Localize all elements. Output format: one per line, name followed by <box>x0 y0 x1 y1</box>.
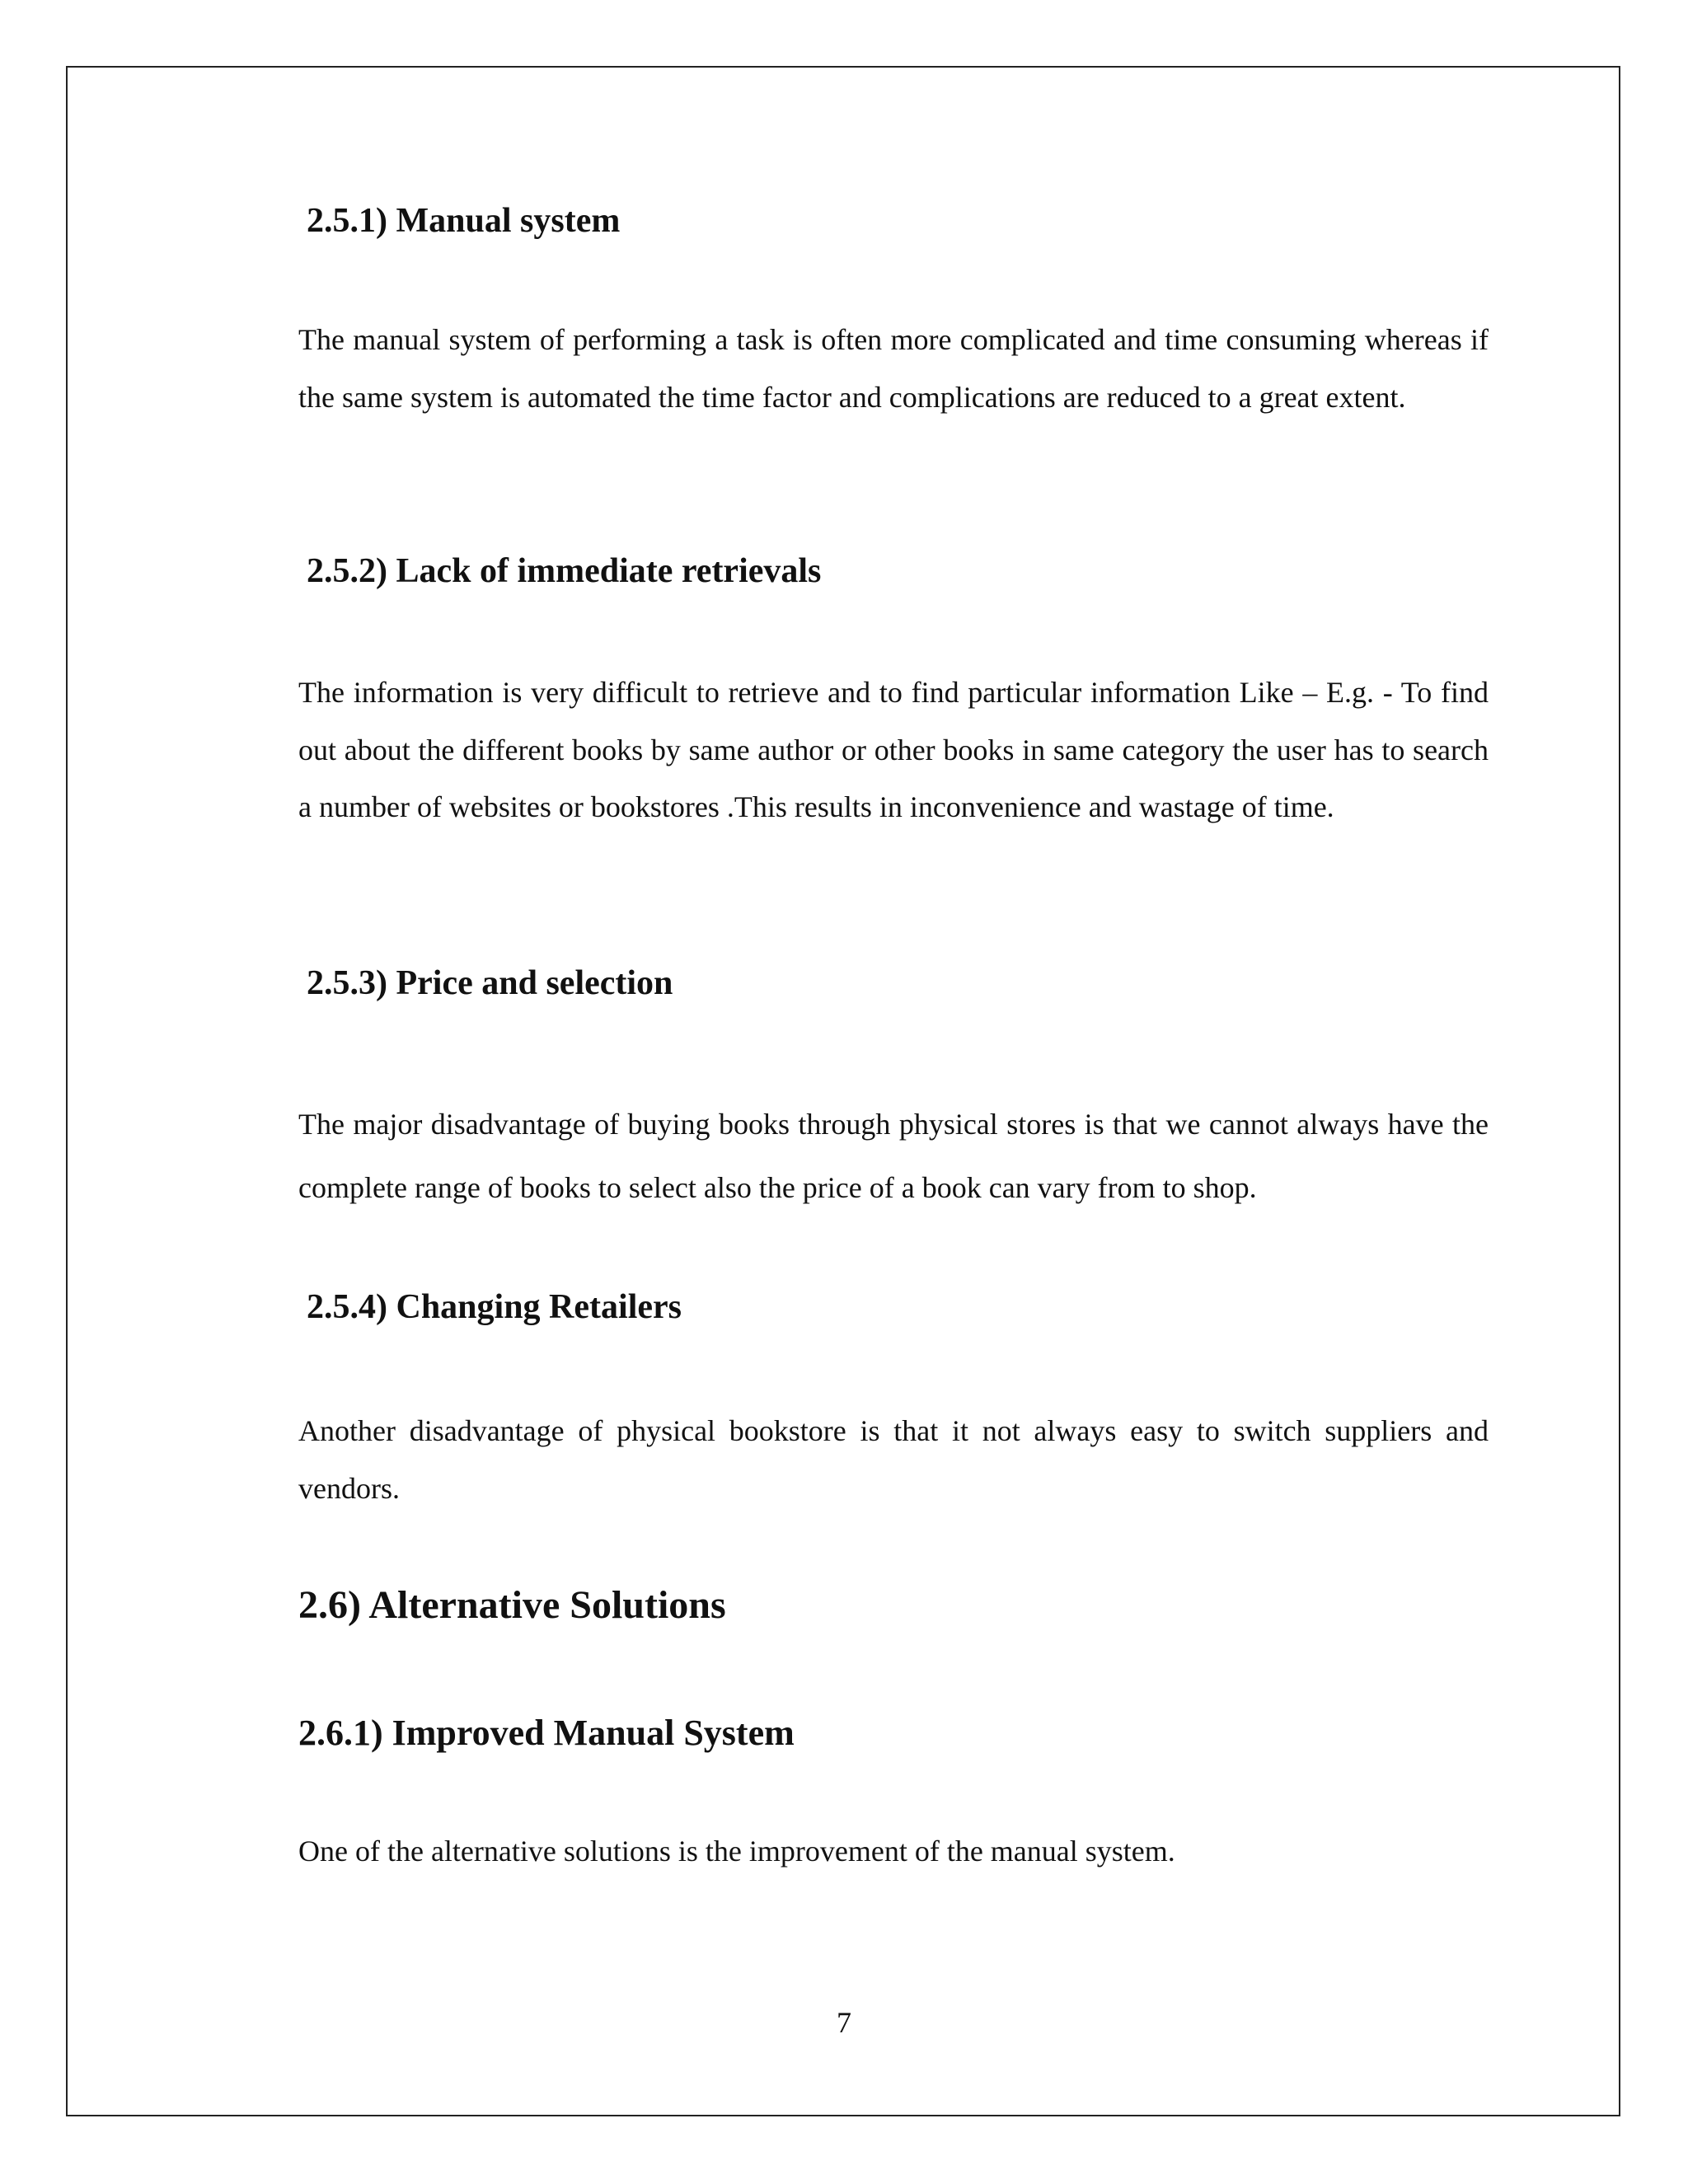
paragraph-lack-of-immediate-retrievals: The information is very difficult to retrieve and to find particular information Like – E.g. - To find out about the different books by same author or other books in same category the user has to search a number of websites or bookstores .This results in inconvenience and wastage of time. <box>298 676 1489 823</box>
heading-improved-manual-system: 2.6.1) Improved Manual System <box>298 1713 795 1753</box>
paragraph-manual-system: The manual system of performing a task is often more complicated and time consuming whereas if the same system is automated the time factor and complications are reduced to a great extent. <box>298 323 1489 414</box>
heading-price-and-selection: 2.5.3) Price and selection <box>307 964 673 1002</box>
heading-manual-system: 2.5.1) Manual system <box>307 202 621 240</box>
heading-alternative-solutions: 2.6) Alternative Solutions <box>298 1583 726 1627</box>
page-number: 7 <box>837 2006 851 2039</box>
paragraph-changing-retailers: Another disadvantage of physical bookstore is that it not always easy to switch suppliers and vendors. <box>298 1414 1489 1505</box>
paragraph-improved-manual-system: One of the alternative solutions is the improvement of the manual system. <box>298 1835 1175 1868</box>
heading-changing-retailers: 2.5.4) Changing Retailers <box>307 1288 682 1326</box>
heading-lack-of-immediate-retrievals: 2.5.2) Lack of immediate retrievals <box>307 552 822 590</box>
paragraph-price-and-selection: The major disadvantage of buying books through physical stores is that we cannot always have the complete range of books to select also the price of a book can vary from to shop. <box>298 1108 1489 1204</box>
